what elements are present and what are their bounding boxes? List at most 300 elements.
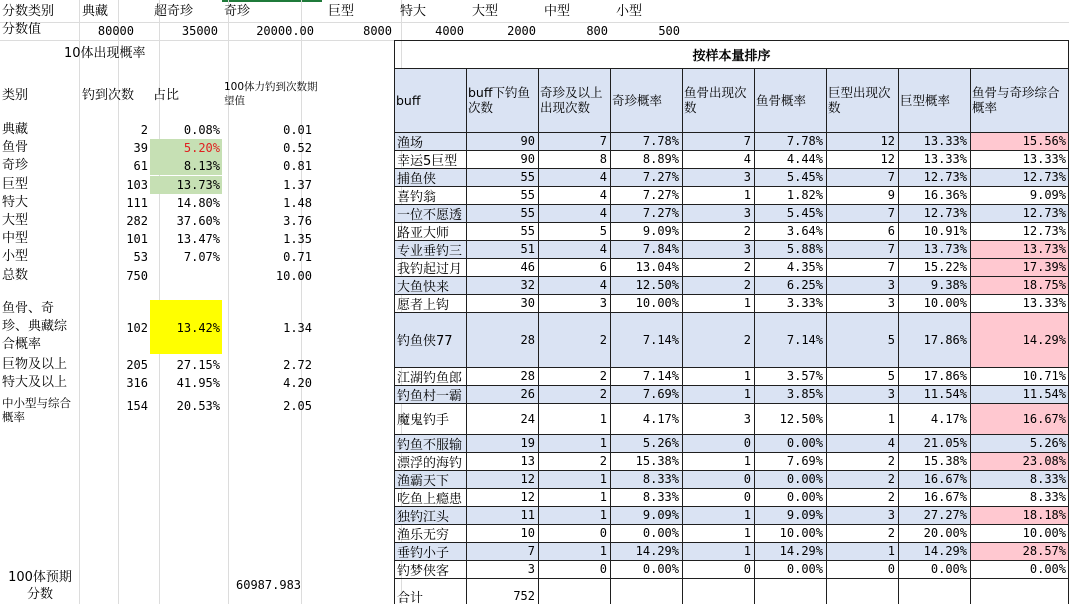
- rare-count[interactable]: 2: [599, 387, 607, 401]
- category-ratio[interactable]: [140, 269, 220, 284]
- buff-catch-count[interactable]: 55: [520, 206, 535, 220]
- ranking-column-header[interactable]: 巨型出现次数: [828, 85, 891, 115]
- fishbone-count[interactable]: 1: [743, 188, 751, 202]
- giant-rate[interactable]: 12.73%: [923, 170, 967, 184]
- giant-rate[interactable]: 0.00%: [930, 562, 967, 576]
- giant-count[interactable]: 7: [887, 260, 895, 274]
- buff-catch-count[interactable]: 55: [520, 170, 535, 184]
- ranking-row[interactable]: [394, 276, 1069, 294]
- buff-name[interactable]: 喜钓翁: [397, 189, 437, 204]
- fishbone-count[interactable]: 4: [743, 152, 751, 166]
- category-count[interactable]: 282: [126, 214, 148, 228]
- rare-count[interactable]: 0: [599, 562, 607, 576]
- extra-category-count[interactable]: 205: [126, 358, 148, 372]
- ranking-row[interactable]: [394, 524, 1069, 542]
- rare-count[interactable]: 3: [599, 296, 607, 310]
- giant-rate[interactable]: 12.73%: [923, 206, 967, 220]
- rare-count[interactable]: 1: [599, 544, 607, 558]
- category-name[interactable]: 小型: [2, 249, 29, 264]
- giant-rate[interactable]: 21.05%: [923, 436, 967, 450]
- fishbone-rate[interactable]: 5.45%: [786, 170, 823, 184]
- ranking-row[interactable]: [394, 385, 1069, 403]
- combined-rate[interactable]: 12.73%: [1022, 224, 1066, 238]
- ranking-row[interactable]: [394, 506, 1069, 524]
- buff-catch-count[interactable]: 90: [520, 134, 535, 148]
- extra-category-expectation[interactable]: 2.05: [283, 399, 312, 413]
- buff-name[interactable]: 垂钓小子: [397, 545, 450, 560]
- category-name[interactable]: 总数: [2, 268, 29, 283]
- header-score-label[interactable]: 分数值: [2, 22, 42, 37]
- combo-count[interactable]: 102: [126, 321, 148, 335]
- extra-category-ratio[interactable]: 41.95%: [176, 376, 220, 390]
- buff-catch-count[interactable]: 3: [527, 562, 535, 576]
- category-count[interactable]: 101: [126, 232, 148, 246]
- rare-rate[interactable]: 7.27%: [642, 206, 679, 220]
- category-expectation[interactable]: 0.01: [283, 123, 312, 137]
- category-name[interactable]: 鱼骨: [2, 140, 29, 155]
- fishbone-rate[interactable]: 6.25%: [786, 278, 823, 292]
- ranking-row[interactable]: [394, 470, 1069, 488]
- giant-count[interactable]: 3: [887, 508, 895, 522]
- rare-count[interactable]: 2: [599, 454, 607, 468]
- category-ratio[interactable]: 37.60%: [176, 214, 220, 228]
- rare-count[interactable]: 1: [599, 436, 607, 450]
- ranking-row[interactable]: [394, 204, 1069, 222]
- header-score-value[interactable]: 500: [658, 24, 680, 38]
- rare-count[interactable]: 2: [599, 369, 607, 383]
- giant-rate[interactable]: 16.67%: [923, 490, 967, 504]
- giant-count[interactable]: 6: [887, 224, 895, 238]
- fishbone-count[interactable]: 3: [743, 170, 751, 184]
- category-expectation[interactable]: 1.35: [283, 232, 312, 246]
- ranking-column-header[interactable]: 奇珍及以上出现次数: [540, 85, 603, 115]
- ranking-row[interactable]: [394, 168, 1069, 186]
- fishbone-count[interactable]: 1: [743, 369, 751, 383]
- combined-rate[interactable]: 10.71%: [1022, 369, 1066, 383]
- expected-score-value[interactable]: 60987.983: [236, 578, 302, 592]
- giant-rate[interactable]: 17.86%: [923, 332, 967, 347]
- category-count[interactable]: 103: [126, 178, 148, 192]
- ranking-row[interactable]: [394, 150, 1069, 168]
- rare-count[interactable]: 1: [599, 472, 607, 486]
- giant-rate[interactable]: 27.27%: [923, 508, 967, 522]
- category-expectation[interactable]: 0.81: [283, 159, 312, 173]
- header-score-value[interactable]: 4000: [435, 24, 464, 38]
- fishbone-rate[interactable]: 7.78%: [786, 134, 823, 148]
- total-value[interactable]: 752: [513, 589, 535, 603]
- buff-catch-count[interactable]: 90: [520, 152, 535, 166]
- buff-catch-count[interactable]: 28: [520, 332, 535, 347]
- combined-rate[interactable]: 15.56%: [970, 132, 1069, 150]
- fishbone-rate[interactable]: 3.85%: [786, 387, 823, 401]
- category-count[interactable]: 61: [133, 159, 148, 173]
- giant-count[interactable]: 2: [887, 472, 895, 486]
- fishbone-rate[interactable]: 5.45%: [786, 206, 823, 220]
- rare-count[interactable]: 4: [599, 206, 607, 220]
- fishbone-count[interactable]: 1: [743, 544, 751, 558]
- giant-count[interactable]: 9: [887, 188, 895, 202]
- rare-count[interactable]: 4: [599, 170, 607, 184]
- giant-count[interactable]: 2: [887, 490, 895, 504]
- fishbone-count[interactable]: 2: [743, 224, 751, 238]
- giant-count[interactable]: 7: [887, 242, 895, 256]
- ranking-row[interactable]: [394, 294, 1069, 312]
- ranking-row[interactable]: [394, 542, 1069, 560]
- giant-rate[interactable]: 13.73%: [923, 242, 967, 256]
- category-ratio[interactable]: 14.80%: [176, 196, 220, 210]
- ranking-row[interactable]: [394, 488, 1069, 506]
- giant-rate[interactable]: 11.54%: [923, 387, 967, 401]
- combined-rate[interactable]: 12.73%: [1022, 206, 1066, 220]
- combo-expectation[interactable]: 1.34: [283, 321, 312, 335]
- rare-rate[interactable]: 10.00%: [635, 296, 679, 310]
- combined-rate[interactable]: 8.33%: [1029, 490, 1066, 504]
- ranking-row[interactable]: [394, 240, 1069, 258]
- combined-rate[interactable]: 9.09%: [1029, 188, 1066, 202]
- rare-rate[interactable]: 0.00%: [642, 562, 679, 576]
- buff-name[interactable]: 路亚大师: [397, 225, 450, 240]
- fishbone-count[interactable]: 1: [743, 454, 751, 468]
- rare-count[interactable]: 1: [599, 490, 607, 504]
- header-category-cell[interactable]: 小型: [616, 4, 643, 19]
- fishbone-rate[interactable]: 4.35%: [786, 260, 823, 274]
- rare-count[interactable]: 1: [599, 508, 607, 522]
- header-score-value[interactable]: 8000: [363, 24, 392, 38]
- buff-catch-count[interactable]: 24: [520, 411, 535, 426]
- buff-name[interactable]: 大鱼快来: [397, 279, 450, 294]
- giant-rate[interactable]: 16.67%: [923, 472, 967, 486]
- extra-category-name[interactable]: 巨物及以上: [2, 357, 68, 372]
- buff-name[interactable]: 幸运5巨型: [397, 153, 458, 168]
- buff-catch-count[interactable]: 7: [527, 544, 535, 558]
- buff-name[interactable]: 钓鱼不服输: [397, 437, 463, 452]
- combined-rate[interactable]: 10.00%: [1022, 526, 1066, 540]
- extra-category-name[interactable]: 中小型与综合概率: [2, 396, 71, 424]
- buff-name[interactable]: 魔鬼钓手: [397, 413, 450, 428]
- ranking-column-header[interactable]: buff下钓鱼次数: [468, 85, 530, 115]
- buff-catch-count[interactable]: 12: [520, 490, 535, 504]
- combined-rate[interactable]: 13.73%: [970, 240, 1069, 258]
- combined-rate[interactable]: 13.33%: [1022, 152, 1066, 166]
- giant-count[interactable]: 7: [887, 170, 895, 184]
- header-score-value[interactable]: 2000: [507, 24, 536, 38]
- category-name[interactable]: 大型: [2, 213, 29, 228]
- rare-rate[interactable]: 12.50%: [635, 278, 679, 292]
- rare-rate[interactable]: 8.33%: [642, 472, 679, 486]
- fishbone-rate[interactable]: 10.00%: [779, 526, 823, 540]
- buff-name[interactable]: 独钓江头: [397, 509, 450, 524]
- category-ratio[interactable]: 13.47%: [176, 232, 220, 246]
- buff-name[interactable]: 渔霸天下: [397, 473, 450, 488]
- ranking-column-header[interactable]: 巨型概率: [900, 92, 951, 108]
- giant-count[interactable]: 0: [887, 562, 895, 576]
- giant-count[interactable]: 4: [887, 436, 895, 450]
- combined-rate[interactable]: 28.57%: [970, 542, 1069, 560]
- ranking-row[interactable]: [394, 258, 1069, 276]
- combined-rate[interactable]: 0.00%: [1029, 562, 1066, 576]
- combined-rate[interactable]: 18.75%: [970, 276, 1069, 294]
- ranking-column-header[interactable]: 奇珍概率: [612, 92, 663, 108]
- fishbone-count[interactable]: 1: [743, 526, 751, 540]
- buff-catch-count[interactable]: 28: [520, 369, 535, 383]
- category-ratio[interactable]: 5.20%: [183, 141, 220, 155]
- giant-count[interactable]: 12: [880, 152, 895, 166]
- category-ratio[interactable]: 7.07%: [183, 250, 220, 264]
- buff-name[interactable]: 吃鱼上瘾患: [397, 491, 463, 506]
- fishbone-count[interactable]: 0: [743, 490, 751, 504]
- rare-count[interactable]: 1: [599, 411, 607, 426]
- category-name[interactable]: 中型: [2, 231, 29, 246]
- buff-name[interactable]: 渔乐无穷: [397, 527, 450, 542]
- giant-rate[interactable]: 10.91%: [923, 224, 967, 238]
- combined-rate[interactable]: 18.18%: [970, 506, 1069, 524]
- rare-rate[interactable]: 7.84%: [642, 242, 679, 256]
- category-ratio[interactable]: 13.73%: [176, 178, 220, 192]
- fishbone-rate[interactable]: 3.33%: [786, 296, 823, 310]
- header-score-value[interactable]: 800: [586, 24, 608, 38]
- buff-name[interactable]: 捕鱼侠: [397, 171, 437, 186]
- fishbone-rate[interactable]: 0.00%: [786, 562, 823, 576]
- giant-rate[interactable]: 4.17%: [930, 411, 967, 426]
- giant-count[interactable]: 5: [887, 332, 895, 347]
- giant-rate[interactable]: 10.00%: [923, 296, 967, 310]
- ranking-row[interactable]: [394, 434, 1069, 452]
- category-expectation[interactable]: 0.52: [283, 141, 312, 155]
- combined-rate[interactable]: 16.67%: [970, 403, 1069, 434]
- category-expectation[interactable]: 0.71: [283, 250, 312, 264]
- rare-count[interactable]: 4: [599, 188, 607, 202]
- category-count[interactable]: 111: [126, 196, 148, 210]
- rare-count[interactable]: 6: [599, 260, 607, 274]
- rare-rate[interactable]: 8.33%: [642, 490, 679, 504]
- rare-rate[interactable]: 9.09%: [642, 508, 679, 522]
- header-category-cell[interactable]: 典藏: [82, 4, 109, 19]
- header-category-cell[interactable]: 超奇珍: [154, 4, 194, 19]
- rare-rate[interactable]: 7.27%: [642, 170, 679, 184]
- buff-catch-count[interactable]: 11: [520, 508, 535, 522]
- rare-count[interactable]: 7: [599, 134, 607, 148]
- giant-count[interactable]: 3: [887, 387, 895, 401]
- fishbone-rate[interactable]: 0.00%: [786, 472, 823, 486]
- combined-rate[interactable]: 11.54%: [1022, 387, 1066, 401]
- giant-rate[interactable]: 13.33%: [923, 134, 967, 148]
- rare-rate[interactable]: 7.27%: [642, 188, 679, 202]
- combined-rate[interactable]: 5.26%: [1029, 436, 1066, 450]
- ranking-row[interactable]: [394, 222, 1069, 240]
- combined-rate[interactable]: 17.39%: [970, 258, 1069, 276]
- buff-name[interactable]: 漂浮的海钓: [397, 455, 463, 470]
- extra-category-ratio[interactable]: 20.53%: [176, 399, 220, 413]
- buff-name[interactable]: 江湖钓鱼郎: [397, 370, 463, 385]
- category-count[interactable]: 750: [126, 269, 148, 283]
- extra-category-count[interactable]: 154: [126, 399, 148, 413]
- buff-name[interactable]: 钓梦侠客: [397, 563, 450, 578]
- rare-rate[interactable]: 8.89%: [642, 152, 679, 166]
- fishbone-count[interactable]: 0: [743, 436, 751, 450]
- combined-rate[interactable]: 13.33%: [1022, 296, 1066, 310]
- buff-name[interactable]: 钓鱼侠77: [397, 334, 453, 349]
- rare-rate[interactable]: 7.69%: [642, 387, 679, 401]
- buff-name[interactable]: 渔场: [397, 135, 424, 150]
- buff-catch-count[interactable]: 55: [520, 188, 535, 202]
- buff-catch-count[interactable]: 46: [520, 260, 535, 274]
- fishbone-count[interactable]: 7: [743, 134, 751, 148]
- giant-rate[interactable]: 9.38%: [930, 278, 967, 292]
- ranking-row[interactable]: [394, 452, 1069, 470]
- category-expectation[interactable]: 1.48: [283, 196, 312, 210]
- combined-rate[interactable]: 14.29%: [970, 312, 1069, 367]
- rare-rate[interactable]: 5.26%: [642, 436, 679, 450]
- fishbone-rate[interactable]: 12.50%: [779, 411, 823, 426]
- buff-catch-count[interactable]: 30: [520, 296, 535, 310]
- rare-count[interactable]: 5: [599, 224, 607, 238]
- fishbone-rate[interactable]: 0.00%: [786, 490, 823, 504]
- combined-rate[interactable]: 23.08%: [970, 452, 1069, 470]
- category-ratio[interactable]: 0.08%: [183, 123, 220, 137]
- header-score-value[interactable]: 35000: [181, 24, 218, 38]
- ranking-row[interactable]: [394, 367, 1069, 385]
- category-count[interactable]: 53: [133, 250, 148, 264]
- fishbone-rate[interactable]: 7.69%: [786, 454, 823, 468]
- category-name[interactable]: 巨型: [2, 177, 29, 192]
- combined-rate[interactable]: 12.73%: [1022, 170, 1066, 184]
- buff-catch-count[interactable]: 10: [520, 526, 535, 540]
- category-expectation[interactable]: 10.00: [275, 269, 312, 283]
- fishbone-rate[interactable]: 7.14%: [786, 332, 823, 347]
- header-category-cell[interactable]: 中型: [544, 4, 571, 19]
- giant-count[interactable]: 3: [887, 296, 895, 310]
- buff-name[interactable]: 我钓起过月: [397, 261, 463, 276]
- giant-rate[interactable]: 17.86%: [923, 369, 967, 383]
- rare-count[interactable]: 4: [599, 242, 607, 256]
- buff-name[interactable]: 专业垂钓三: [397, 243, 463, 258]
- combined-rate[interactable]: 8.33%: [1029, 472, 1066, 486]
- rare-rate[interactable]: 9.09%: [642, 224, 679, 238]
- ranking-column-header[interactable]: buff: [396, 92, 421, 108]
- extra-category-ratio[interactable]: 27.15%: [176, 358, 220, 372]
- buff-catch-count[interactable]: 51: [520, 242, 535, 256]
- ranking-row[interactable]: [394, 186, 1069, 204]
- fishbone-rate[interactable]: 0.00%: [786, 436, 823, 450]
- header-category-cell[interactable]: 奇珍: [224, 4, 251, 19]
- rare-rate[interactable]: 7.78%: [642, 134, 679, 148]
- ranking-column-header[interactable]: 鱼骨概率: [756, 92, 807, 108]
- rare-count[interactable]: 8: [599, 152, 607, 166]
- giant-rate[interactable]: 20.00%: [923, 526, 967, 540]
- ranking-row[interactable]: [394, 312, 1069, 367]
- ranking-row[interactable]: [394, 560, 1069, 578]
- buff-catch-count[interactable]: 12: [520, 472, 535, 486]
- combo-ratio[interactable]: 13.42%: [176, 321, 220, 335]
- category-name[interactable]: 特大: [2, 195, 29, 210]
- header-category-cell[interactable]: 大型: [472, 4, 499, 19]
- ranking-column-header[interactable]: 鱼骨与奇珍综合概率: [972, 85, 1060, 115]
- fishbone-count[interactable]: 3: [743, 206, 751, 220]
- giant-rate[interactable]: 14.29%: [923, 544, 967, 558]
- header-category-cell[interactable]: 分数类别: [2, 4, 55, 19]
- giant-count[interactable]: 3: [887, 278, 895, 292]
- buff-name[interactable]: 一位不愿透: [397, 207, 463, 222]
- buff-name[interactable]: 愿者上钩: [397, 297, 450, 312]
- giant-count[interactable]: 1: [887, 544, 895, 558]
- header-score-value[interactable]: 80000: [97, 24, 134, 38]
- rare-count[interactable]: 0: [599, 526, 607, 540]
- giant-rate[interactable]: 15.22%: [923, 260, 967, 274]
- fishbone-count[interactable]: 2: [743, 332, 751, 347]
- rare-rate[interactable]: 4.17%: [642, 411, 679, 426]
- fishbone-rate[interactable]: 5.88%: [786, 242, 823, 256]
- giant-count[interactable]: 12: [880, 134, 895, 148]
- header-category-cell[interactable]: 巨型: [328, 4, 355, 19]
- extra-category-expectation[interactable]: 2.72: [283, 358, 312, 372]
- extra-category-name[interactable]: 特大及以上: [2, 375, 68, 390]
- fishbone-rate[interactable]: 1.82%: [786, 188, 823, 202]
- rare-rate[interactable]: 13.04%: [635, 260, 679, 274]
- giant-rate[interactable]: 15.38%: [923, 454, 967, 468]
- category-expectation[interactable]: 1.37: [283, 178, 312, 192]
- header-category-cell[interactable]: 特大: [400, 4, 427, 19]
- buff-catch-count[interactable]: 32: [520, 278, 535, 292]
- header-score-value[interactable]: 20000.00: [256, 24, 314, 38]
- rare-count[interactable]: 4: [599, 278, 607, 292]
- fishbone-count[interactable]: 3: [743, 411, 751, 426]
- giant-rate[interactable]: 16.36%: [923, 188, 967, 202]
- rare-rate[interactable]: 15.38%: [635, 454, 679, 468]
- rare-count[interactable]: 2: [599, 332, 607, 347]
- combo-name[interactable]: 鱼骨、奇珍、典藏综合概率: [2, 301, 68, 352]
- buff-catch-count[interactable]: 26: [520, 387, 535, 401]
- fishbone-rate[interactable]: 4.44%: [786, 152, 823, 166]
- extra-category-expectation[interactable]: 4.20: [283, 376, 312, 390]
- ranking-row[interactable]: [394, 403, 1069, 434]
- rare-rate[interactable]: 14.29%: [635, 544, 679, 558]
- fishbone-rate[interactable]: 3.57%: [786, 369, 823, 383]
- giant-count[interactable]: 2: [887, 526, 895, 540]
- fishbone-count[interactable]: 0: [743, 562, 751, 576]
- ranking-column-header[interactable]: 鱼骨出现次数: [684, 85, 747, 115]
- fishbone-rate[interactable]: 9.09%: [786, 508, 823, 522]
- rare-rate[interactable]: 7.14%: [642, 369, 679, 383]
- category-ratio[interactable]: 8.13%: [183, 159, 220, 173]
- rare-rate[interactable]: 7.14%: [642, 332, 679, 347]
- fishbone-count[interactable]: 3: [743, 242, 751, 256]
- buff-catch-count[interactable]: 13: [520, 454, 535, 468]
- category-count[interactable]: 39: [133, 141, 148, 155]
- fishbone-rate[interactable]: 3.64%: [786, 224, 823, 238]
- fishbone-rate[interactable]: 14.29%: [779, 544, 823, 558]
- giant-rate[interactable]: 13.33%: [923, 152, 967, 166]
- rare-rate[interactable]: 0.00%: [642, 526, 679, 540]
- fishbone-count[interactable]: 2: [743, 278, 751, 292]
- buff-catch-count[interactable]: 55: [520, 224, 535, 238]
- fishbone-count[interactable]: 1: [743, 296, 751, 310]
- buff-catch-count[interactable]: 19: [520, 436, 535, 450]
- category-name[interactable]: 奇珍: [2, 158, 29, 173]
- extra-category-count[interactable]: 316: [126, 376, 148, 390]
- category-name[interactable]: 典藏: [2, 122, 29, 137]
- fishbone-count[interactable]: 1: [743, 508, 751, 522]
- giant-count[interactable]: 5: [887, 369, 895, 383]
- giant-count[interactable]: 1: [887, 411, 895, 426]
- ranking-row[interactable]: [394, 132, 1069, 150]
- fishbone-count[interactable]: 2: [743, 260, 751, 274]
- fishbone-count[interactable]: 1: [743, 387, 751, 401]
- category-count[interactable]: 2: [140, 123, 148, 137]
- buff-name[interactable]: 钓鱼村一霸: [397, 388, 463, 403]
- category-expectation[interactable]: 3.76: [283, 214, 312, 228]
- giant-count[interactable]: 7: [887, 206, 895, 220]
- fishbone-count[interactable]: 0: [743, 472, 751, 486]
